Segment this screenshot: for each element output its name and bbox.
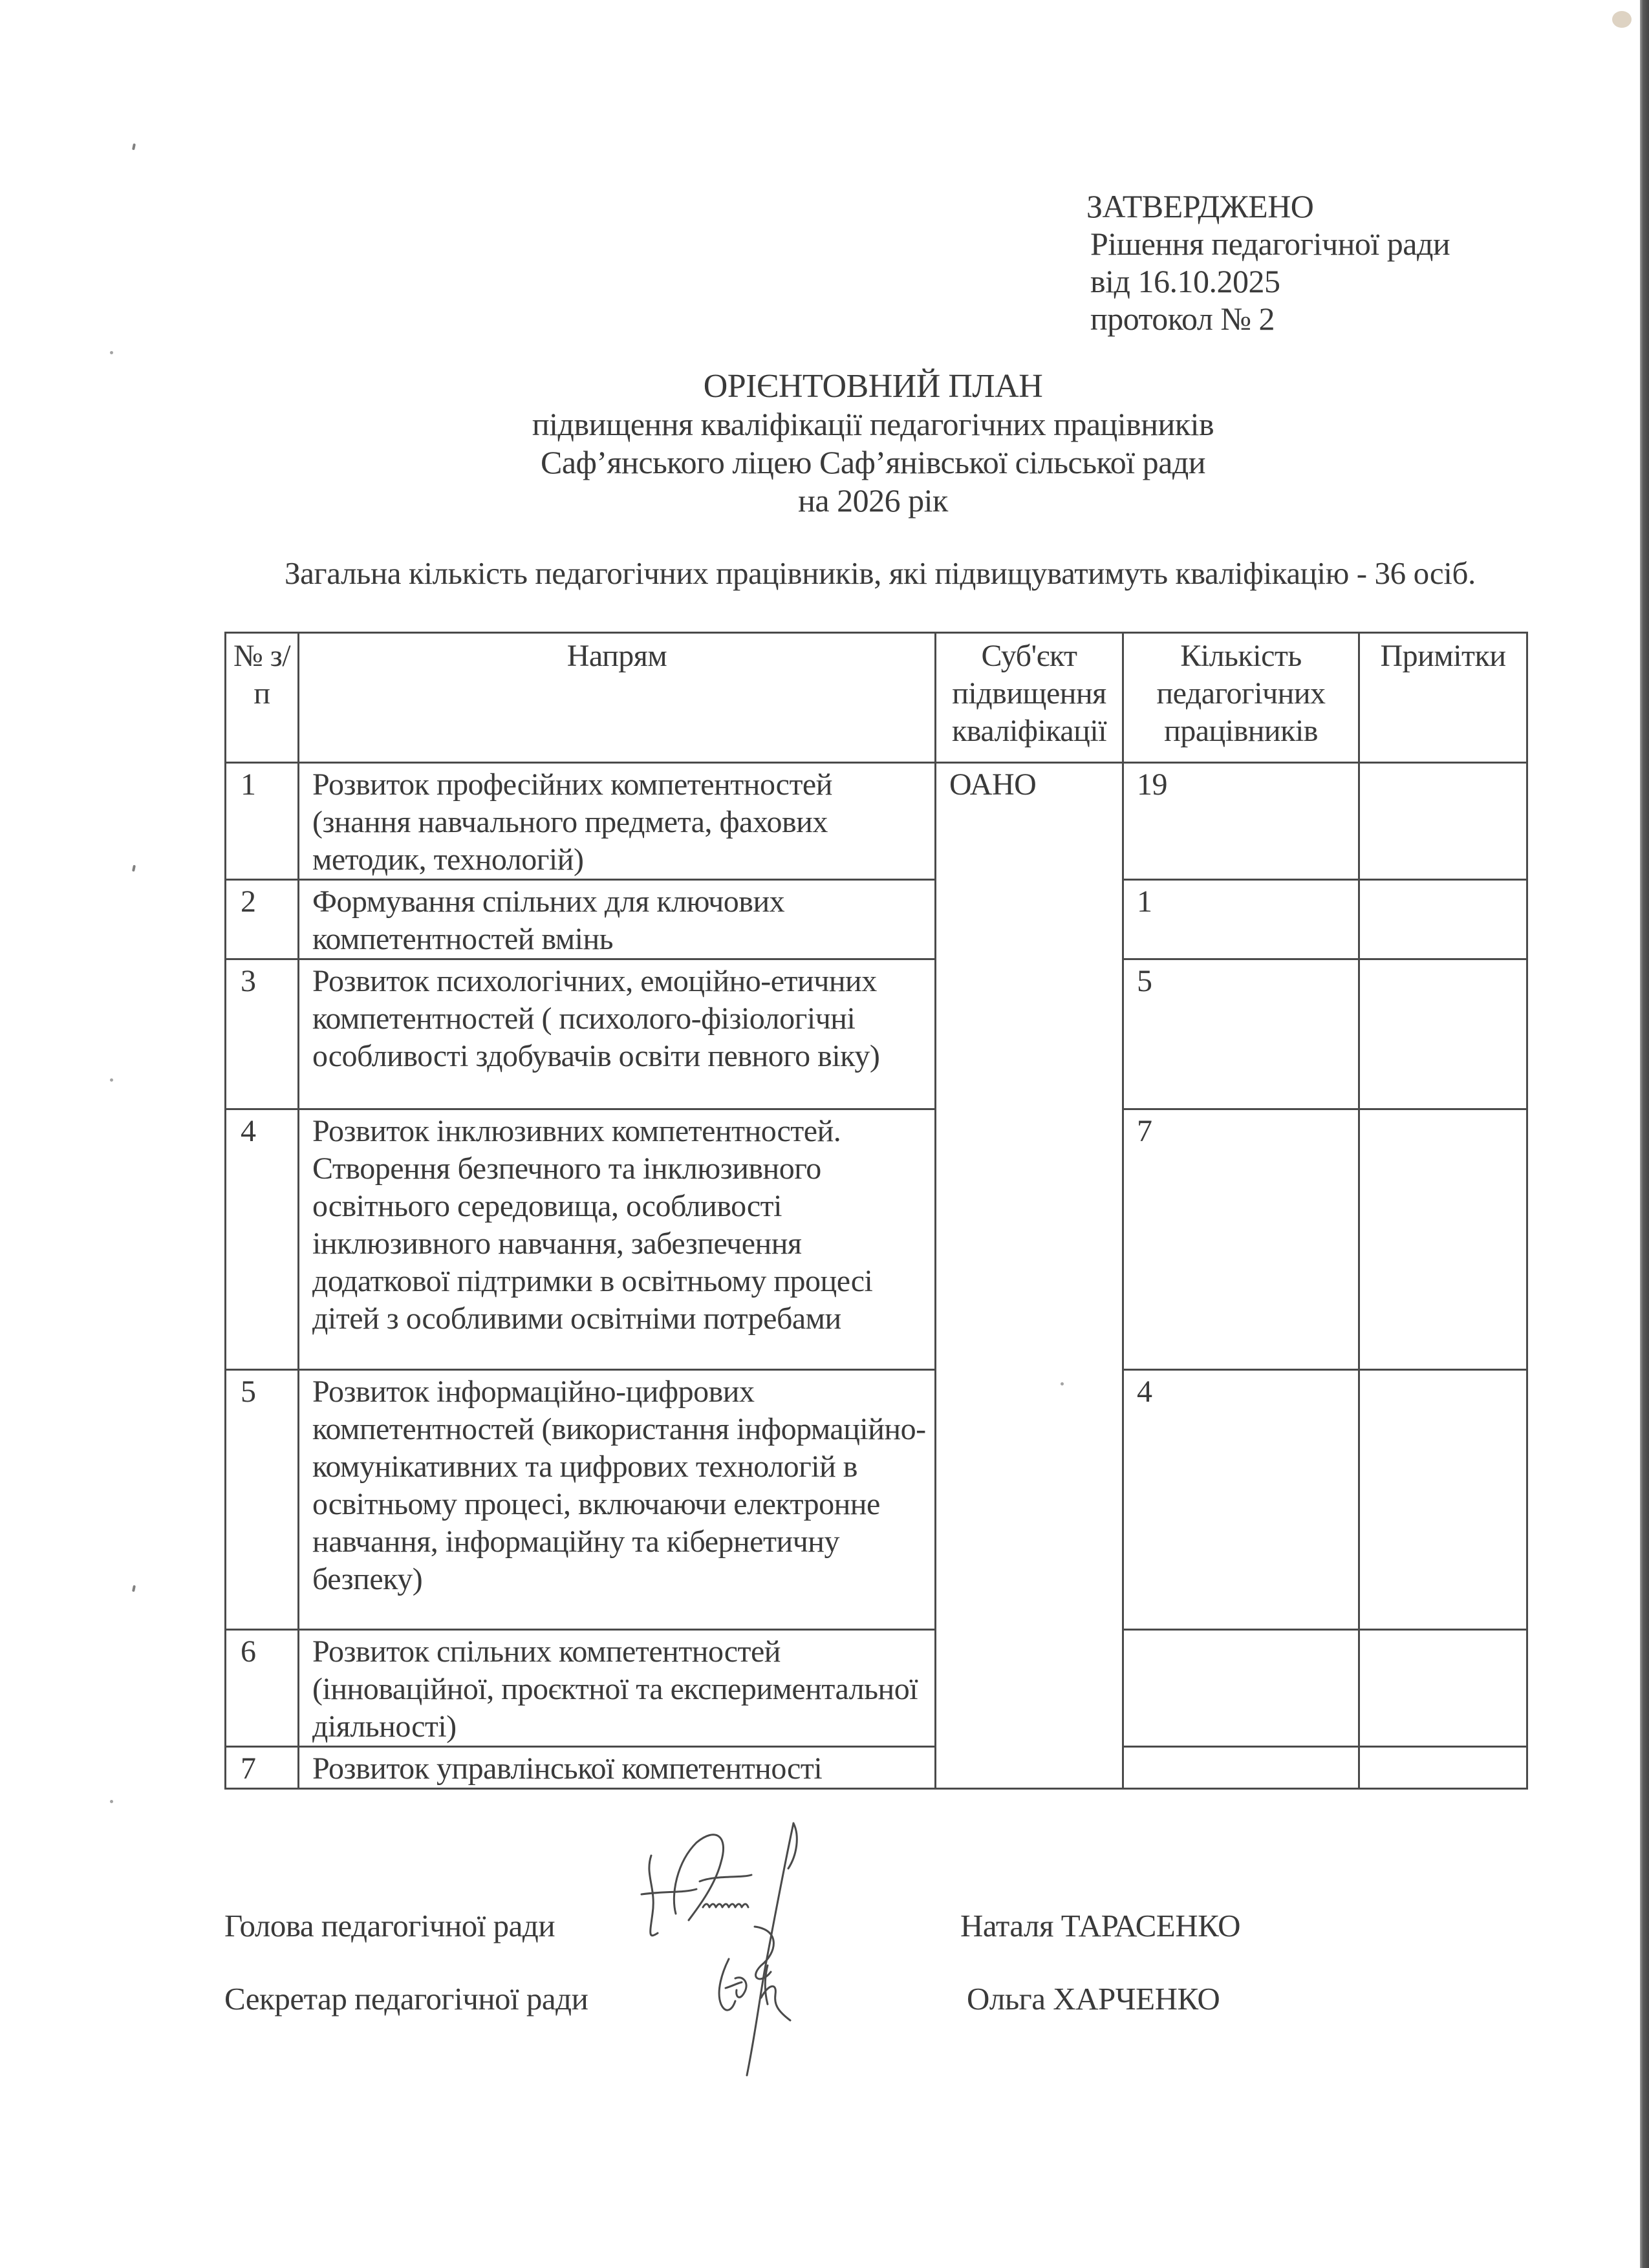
row-notes — [1359, 880, 1527, 959]
signature-name: Ольга ХАРЧЕНКО — [967, 1981, 1220, 2017]
approval-date: від 16.10.2025 — [1090, 263, 1280, 299]
table-row — [226, 1109, 1527, 1370]
row-num: 5 — [226, 1370, 299, 1630]
row-subject: ОАНО — [936, 763, 1123, 1789]
scan-dot — [110, 1078, 113, 1082]
header-count: Кількість педагогічних працівників — [1123, 633, 1359, 763]
signature-role: Секретар педагогічної ради — [224, 1981, 588, 2017]
row-notes — [1359, 1109, 1527, 1370]
row-num: 2 — [226, 880, 299, 959]
document-title-block — [0, 367, 1649, 520]
row-count: 7 — [1123, 1109, 1359, 1370]
row-notes — [1359, 1747, 1527, 1789]
header-num: № з/п — [226, 633, 299, 763]
approval-block — [1086, 187, 1450, 337]
row-count — [1123, 1630, 1359, 1747]
table-row — [226, 1747, 1527, 1789]
row-num: 1 — [226, 763, 299, 880]
document-subtitle-line: Саф’янського ліцею Саф’янівської сільської ради — [540, 444, 1206, 480]
row-num: 6 — [226, 1630, 299, 1747]
scanner-edge-strip — [1640, 0, 1649, 2268]
table-row — [226, 1370, 1527, 1630]
approval-heading: ЗАТВЕРДЖЕНО — [1086, 188, 1314, 224]
handwritten-signatures-icon — [638, 1817, 871, 2088]
total-staff-summary: Загальна кількість педагогічних працівників, які підвищуватимуть кваліфікацію - 36 осіб. — [285, 555, 1476, 591]
row-count: 4 — [1123, 1370, 1359, 1630]
approval-decision: Рішення педагогічної ради — [1090, 226, 1450, 262]
row-notes — [1359, 959, 1527, 1109]
scan-speck — [132, 865, 136, 872]
row-count: 1 — [1123, 880, 1359, 959]
signature-name: Наталя ТАРАСЕНКО — [960, 1908, 1240, 1943]
row-num: 3 — [226, 959, 299, 1109]
row-direction: Розвиток психологічних, емоційно-етичних компетентностей ( психолого-фізіологічні особливості здобувачів освіти певного віку) — [299, 959, 936, 1109]
table-row — [226, 880, 1527, 959]
scan-dot — [110, 1800, 113, 1803]
row-count — [1123, 1747, 1359, 1789]
table-row — [226, 959, 1527, 1109]
row-direction: Формування спільних для ключових компетентностей вмінь — [299, 880, 936, 959]
document-subtitle-line: на 2026 рік — [798, 482, 948, 519]
header-subject: Суб'єкт підвищення кваліфікації — [936, 633, 1123, 763]
document-title: ОРІЄНТОВНИЙ ПЛАН — [703, 368, 1043, 405]
scan-speck — [132, 144, 136, 151]
row-notes — [1359, 1630, 1527, 1747]
signature-role: Голова педагогічної ради — [224, 1908, 555, 1943]
row-direction: Розвиток інформаційно-цифрових компетентностей (використання інформаційно-комунікативних та цифрових технологій в освітньому процесі, включаючи електронне навчання, інформаційну та кібернетичну безпеку) — [299, 1370, 936, 1630]
approval-protocol: протокол № 2 — [1090, 301, 1275, 337]
row-count: 5 — [1123, 959, 1359, 1109]
scan-speck — [132, 1585, 136, 1592]
row-notes — [1359, 1370, 1527, 1630]
row-direction: Розвиток інклюзивних компетентностей. Створення безпечного та інклюзивного освітнього середовища, особливості інклюзивного навчання, забезпечення додаткової підтримки в освітньому процесі дітей з особливими освітніми потребами — [299, 1109, 936, 1370]
document-subtitle-line: підвищення кваліфікації педагогічних працівників — [532, 406, 1214, 442]
table-header-row — [226, 633, 1527, 763]
scan-stain — [1612, 11, 1632, 28]
row-num: 7 — [226, 1747, 299, 1789]
training-plan-table — [224, 632, 1528, 1790]
table-row — [226, 1630, 1527, 1747]
row-count: 19 — [1123, 763, 1359, 880]
scan-dot — [110, 351, 113, 354]
row-direction: Розвиток спільних компетентностей (інноваційної, проєктної та експериментальної діяльності) — [299, 1630, 936, 1747]
table-row — [226, 763, 1527, 880]
row-num: 4 — [226, 1109, 299, 1370]
row-notes — [1359, 763, 1527, 880]
row-direction: Розвиток управлінської компетентності — [299, 1747, 936, 1789]
row-direction: Розвиток професійних компетентностей (знання навчального предмета, фахових методик, технологій) — [299, 763, 936, 880]
header-direction: Напрям — [299, 633, 936, 763]
header-notes: Примітки — [1359, 633, 1527, 763]
